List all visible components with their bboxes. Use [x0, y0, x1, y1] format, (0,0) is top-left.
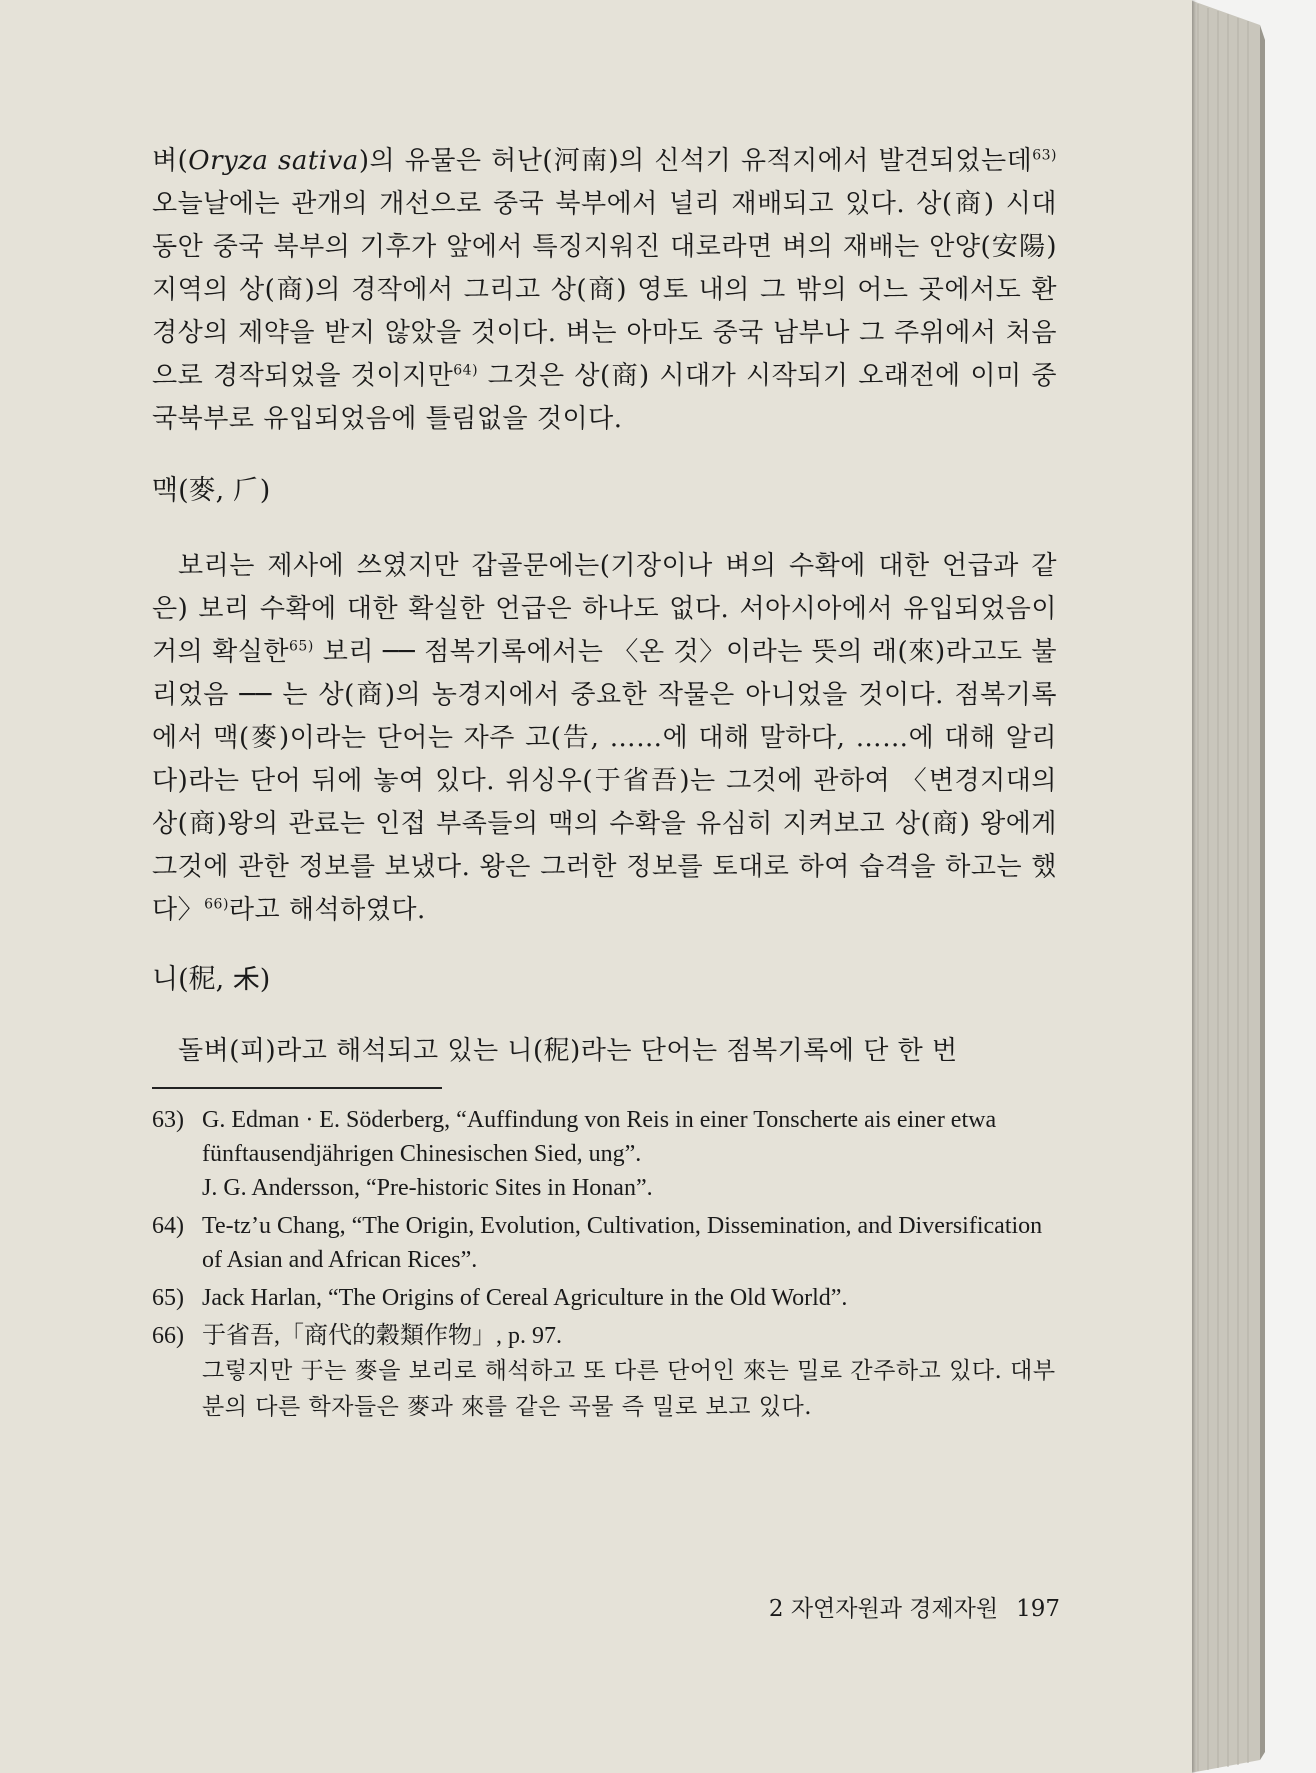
footnote-ref-65: 65) — [289, 638, 314, 655]
footnote-66 — [152, 1319, 1057, 1425]
footnote-text: G. Edman · E. Söderberg, “Auffindung von Reis in einer Tonscherte ais einer etwa fünftausendjährigen Chinesischen Sied, ung”. — [202, 1107, 997, 1167]
footnote-number: 66) — [152, 1323, 184, 1349]
paragraph-ni — [152, 1030, 1057, 1073]
page-footer — [700, 1590, 1060, 1623]
footnote-64 — [152, 1209, 1057, 1277]
footnote-text: J. G. Andersson, “Pre-historic Sites in Honan”. — [202, 1175, 653, 1201]
footnote-divider — [152, 1087, 442, 1089]
footnote-number: 64) — [152, 1213, 184, 1239]
book-page-edge — [1190, 0, 1310, 1773]
rice-text-3: 오늘날에는 관개의 개선으로 중국 북부에서 널리 재배되고 있다. 상(商) 시대 동안 중국 북부의 기후가 앞에서 특징지워진 대로라면 벼의 재배는 안양(安陽)지역의 상(商)의 경작에서 그리고 상(商) 영토 내의 그 밖의 어느 곳에서도 환경상의 제약을 받지 않았을 것이다. 벼는 아마도 중국 남부나 그 주위에서 처음으로 경작되었을 것이지만 — [152, 189, 1057, 391]
page-number: 197 — [1016, 1596, 1060, 1622]
footnote-text: 于省吾,「商代的穀類作物」, p. 97. — [202, 1323, 562, 1349]
rice-text-4: 그것은 상(商) 시대가 시작되기 오래전에 이미 중국북부로 유입되었음에 틀림없을 것이다. — [152, 361, 1057, 434]
footnote-63 — [152, 1103, 1057, 1205]
section-heading-ni: 니(秜, 𥝌) — [152, 964, 271, 995]
footnote-ref-66: 66) — [204, 896, 229, 913]
paragraph-rice — [152, 140, 1057, 441]
footnote-number: 63) — [152, 1107, 184, 1133]
running-footer-chapter: 2 자연자원과 경제자원 — [768, 1596, 999, 1622]
paragraph-barley — [152, 545, 1057, 932]
barley-text-1: 보리는 제사에 쓰였지만 갑골문에는(기장이나 벼의 수확에 대한 언급과 같은) 보리 수확에 대한 확실한 언급은 하나도 없다. 서아시아에서 유입되었음이 거의 확실한 — [152, 551, 1057, 667]
rice-text-1: 벼( — [152, 146, 189, 176]
section-heading-mai: 맥(麥, 𠂆) — [152, 475, 271, 506]
footnote-text-korean: 그렇지만 于는 麥을 보리로 해석하고 또 다른 단어인 來는 밀로 간주하고 있다. 대부분의 다른 학자들은 麥과 來를 같은 곡물 즉 밀로 보고 있다. — [202, 1358, 1056, 1420]
footnote-text: Jack Harlan, “The Origins of Cereal Agriculture in the Old World”. — [202, 1285, 848, 1311]
rice-text-2: )의 유물은 허난(河南)의 신석기 유적지에서 발견되었는데 — [358, 146, 1033, 176]
rice-latin-name: Oryza sativa — [188, 146, 359, 176]
barley-text-2: 보리 ── 점복기록에서는 〈온 것〉이라는 뜻의 래(來)라고도 불리었음 ── 는 상(商)의 농경지에서 중요한 작물은 아니었을 것이다. 점복기록에서 맥(麥)이라는 단어는 자주 고(告, ……에 대해 말하다, ……에 대해 알리다)라는 단어 뒤에 놓여 있다. 위싱우(于省吾)는 그것에 관하여 〈변경지대의 상(商)왕의 관료는 인접 부족들의 맥의 수확을 유심히 지켜보고 상(商) 왕에게 그것에 관한 정보를 보냈다. 왕은 그러한 정보를 토대로 하여 습격을 하고는 했다〉 — [152, 637, 1057, 925]
footnote-ref-64: 64) — [453, 362, 479, 379]
footnote-number: 65) — [152, 1285, 184, 1311]
footnotes — [152, 1103, 1057, 1425]
footnote-ref-63: 63) — [1032, 147, 1057, 164]
footnote-65 — [152, 1281, 1057, 1315]
page-content — [152, 140, 1057, 1429]
ni-text: 돌벼(피)라고 해석되고 있는 니(秜)라는 단어는 점복기록에 단 한 번 — [178, 1036, 958, 1066]
barley-text-3: 라고 해석하였다. — [228, 895, 426, 925]
footnote-text: Te-tz’u Chang, “The Origin, Evolution, Cultivation, Dissemination, and Diversification of Asian and African Rices”. — [202, 1213, 1043, 1273]
